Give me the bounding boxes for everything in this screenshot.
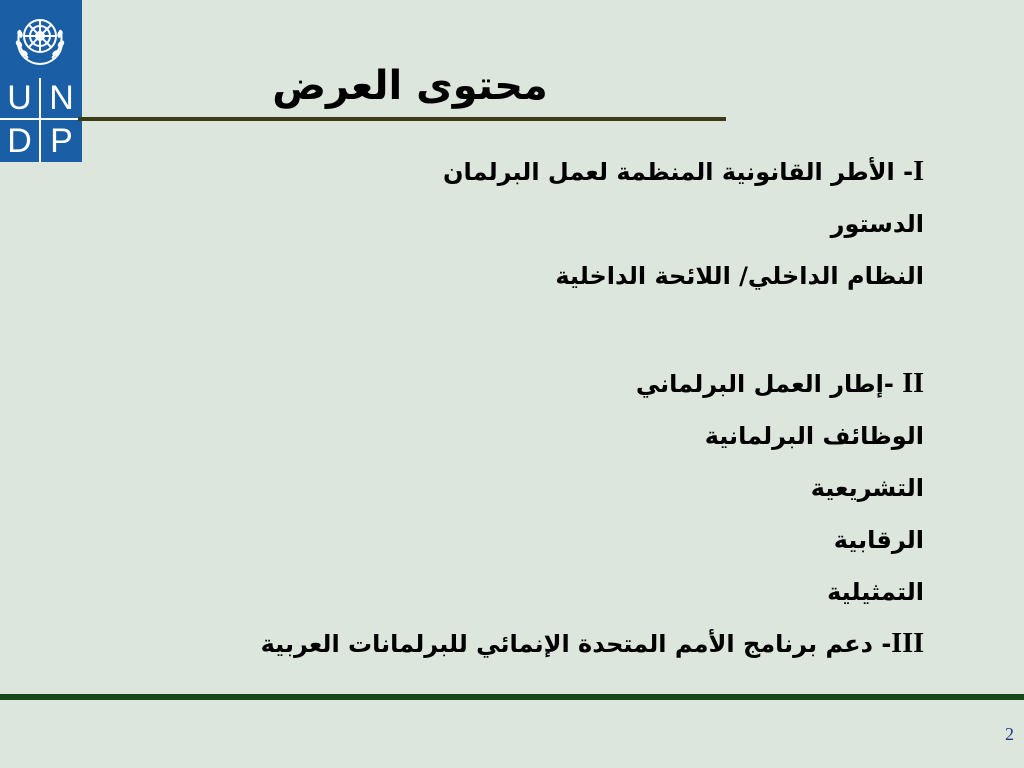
logo-letter: P: [50, 121, 73, 160]
roman-numeral: II: [902, 368, 924, 399]
undp-letters: [0, 78, 82, 162]
section-text: - الأطر القانونية المنظمة لعمل البرلمان: [442, 158, 914, 186]
list-item: الدستور: [830, 210, 924, 238]
footer-divider: [0, 694, 1024, 700]
list-item: التمثيلية: [827, 578, 924, 606]
un-emblem-icon: [8, 6, 72, 70]
logo-letter: U: [0, 78, 41, 120]
list-item: النظام الداخلي/ اللائحة الداخلية: [555, 262, 924, 290]
section-text: - دعم برنامج الأمم المتحدة الإنمائي للبرلمانات العربية: [260, 630, 892, 658]
list-item: الوظائف البرلمانية: [704, 422, 924, 450]
section-heading-3: [124, 620, 924, 672]
list-item: الرقابية: [833, 526, 924, 554]
list-item: التشريعية: [810, 474, 924, 502]
logo-letter: D: [0, 120, 41, 162]
section-heading-1: [124, 148, 924, 200]
content-list: [124, 148, 924, 672]
section-text: -إطار العمل البرلماني: [635, 370, 903, 398]
roman-numeral: I: [913, 156, 924, 187]
spacer: [124, 304, 924, 360]
slide-title: محتوى العرض: [272, 63, 548, 109]
logo-letter: N: [41, 78, 82, 120]
page-number: 2: [1005, 724, 1014, 744]
roman-numeral: III: [891, 628, 924, 659]
undp-logo: [0, 0, 82, 162]
section-heading-2: [124, 360, 924, 412]
title-divider: [78, 117, 726, 121]
